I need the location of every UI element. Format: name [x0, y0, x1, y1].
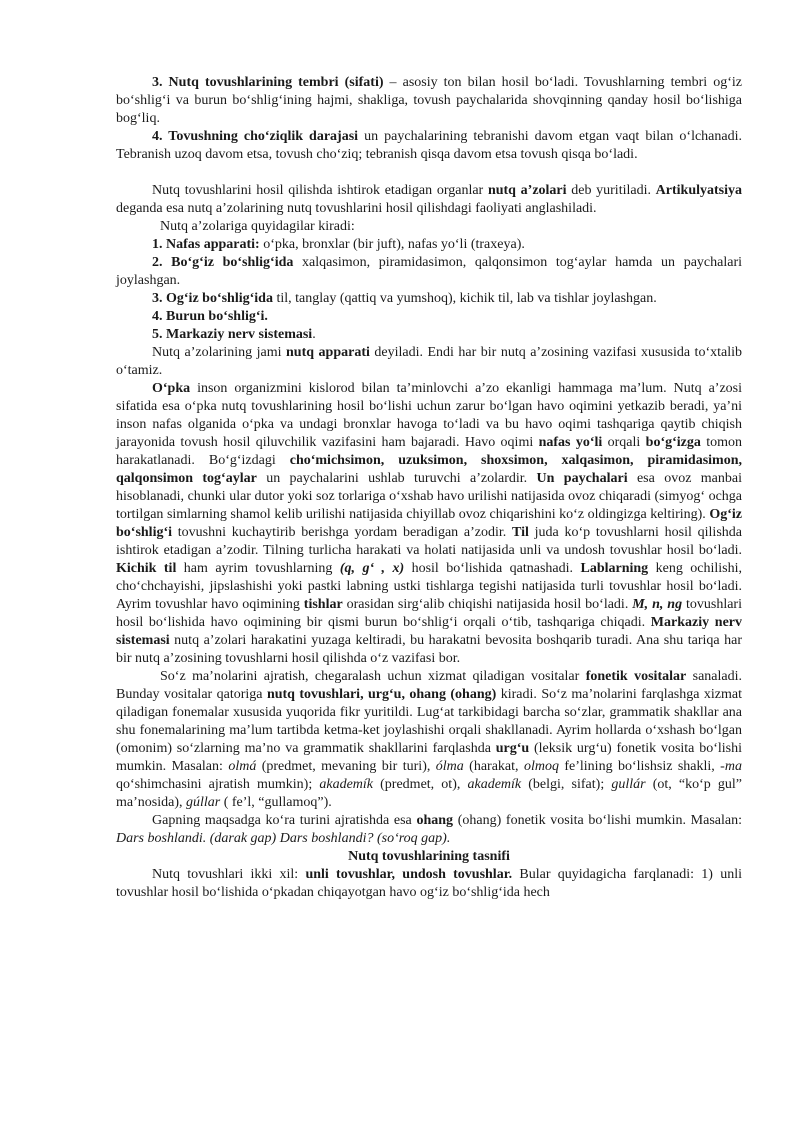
text: ( fe’l, “gullamoq”). [220, 795, 332, 810]
section-heading [116, 848, 742, 866]
list-item-2 [116, 254, 742, 290]
text: nutq a’zolari harakatini yuzaga keltiradi, bu harakatni bevosita boshqarib turadi. Ana shu tariqa har bir nutq a’zosining tovushlarni hosil qilishda o‘z vazifasi bor. [116, 633, 742, 666]
example: gúllar [185, 795, 221, 810]
list-item-3 [116, 290, 742, 308]
blank-line [116, 164, 742, 182]
example: ólma [435, 759, 464, 774]
text: un paychalarining tebranishi davom etgan vaqt bilan o‘lchanadi. Tebranish uzoq davom etsa, tovush cho‘ziq; tebranish qisqa davom etsa tovush qisqa bo‘ladi. [116, 129, 742, 162]
list-item-4 [116, 308, 742, 326]
text: deyiladi. Endi har bir nutq a’zosining vazifasi xususida to‘xtalib o‘tamiz. [116, 345, 742, 378]
text: deb yuritiladi. [566, 183, 656, 198]
text: (ot, “ko‘p gul” ma’nosida), [116, 777, 742, 810]
example: olmá [228, 759, 257, 774]
text: orqali [602, 435, 646, 450]
term: cho‘michsimon, uzuksimon, shoxsimon, xalqasimon, piramidasimon, qalqonsimon tog‘aylar [116, 453, 742, 486]
text: kiradi. So‘z ma’nolarini farqlashga xizmat qiladigan fonemalar xususida yuqorida fikr yuritildi. Lug‘at tarkibidagi barcha so‘zlar, grammatik shakllar ana shu fonemalarining ma’lum tartibda ketma-ket joylashishi orqali shakllanadi. Ayrim hollarda o‘xshash bo‘lgan (omonim) so‘zlarning ma’no va grammatik shakllarini farqlashda [116, 687, 742, 756]
text: . [312, 327, 316, 342]
text: keng ochilishi, cho‘chchayishi, jipslashishi yoki pastki labning ustki tishlarga tegishi natijasida turli tovushlar hosil bo‘ladi. Ayrim tovushlar havo oqimining [116, 561, 742, 612]
document-page [116, 74, 742, 902]
text: – asosiy ton bilan hosil bo‘ladi. Tovushlarning tembri og‘iz bo‘shlig‘i va burun bo‘shlig‘ining hajmi, shakliga, tovush paychalarida shovqinning qanday hosil bo‘lishiga bog‘liq. [116, 75, 742, 126]
text: Nutq tovushlari ikki xil: [152, 867, 306, 882]
text: o‘pka, bronxlar (bir juft), nafas yo‘li (traxeya). [259, 237, 525, 252]
term: urg‘u [495, 741, 530, 756]
example: ma [724, 759, 742, 774]
term: nutq tovushlari, urg‘u, ohang (ohang) [266, 687, 497, 702]
term: nafas yo‘li [538, 435, 603, 450]
term: ohang [416, 813, 454, 828]
text: (belgi, sifat); [521, 777, 612, 792]
text: xalqasimon, piramidasimon, qalqonsimon tog‘aylar hamda un paychalari joylashgan. [116, 255, 742, 288]
text: deganda esa nutq a’zolarining nutq tovushlarini hosil qilishdagi faoliyati anglashiladi. [116, 201, 597, 216]
text: tovushlari hosil bo‘lishida havo oqimining bir qismi burun bo‘shlig‘i orqali o‘tib, tashqariga chiqadi. [116, 597, 742, 630]
text: (predmet, mevaning bir turi), [256, 759, 436, 774]
example: Dars boshlandi. (darak gap) Dars boshlandi? (so‘roq gap). [116, 831, 451, 846]
paragraph-intonation [116, 812, 742, 848]
text: Nutq tovushlarini hosil qilishda ishtirok etadigan organlar [152, 183, 488, 198]
term: bo‘g‘izga [645, 435, 701, 450]
term: nutq apparati [286, 345, 370, 360]
text: tovushni kuchaytirib berishga yordam beradigan a’zodir. [172, 525, 513, 540]
term: 4. Burun bo‘shlig‘i. [152, 309, 268, 324]
example: gullár [611, 777, 646, 792]
paragraph-speech-organs [116, 182, 742, 218]
term: 2. Bo‘g‘iz bo‘shlig‘ida [152, 255, 294, 270]
text: qo‘shimchasini ajratish mumkin); [116, 777, 320, 792]
text: hosil bo‘lishida qatnashadi. [404, 561, 581, 576]
paragraph-duration [116, 128, 742, 164]
paragraph-organ-functions [116, 380, 742, 668]
paragraph-timbre [116, 74, 742, 128]
text: inson organizmini kislorod bilan ta’minlovchi a’zo ekanligi hammaga ma’lum. Nutq a’zosi sifatida esa o‘pka nutq tovushlarining hosil bo‘lishi uchun zarur bo‘lgan havo oqimini yetkazib beradi, ya’ni inson nafas olganida o‘pka va undagi bronxlar havoga to‘ladi va bu havo oqimi tashqariga qaytib chiqish jarayonida tovush hosil qiluvchilik vazifasini ham bajaradi. Havo oqimi [116, 381, 742, 450]
text: esa ovoz manbai hisoblanadi, chunki ular dutor yoki soz torlariga o‘xshab havo urilishi natijasida ovoz chiqaradi (simyog‘ ochga tortilgan simlarning shamol kelib urilishi natijasida chiyillab ovoz chiqarishini ko‘z oldingizga keltiring). [116, 471, 742, 522]
term: 3. Og‘iz bo‘shlig‘ida [152, 291, 273, 306]
text: tomon harakatlanadi. Bo‘g‘izdagi [116, 435, 743, 468]
text: juda ko‘p tovushlarni hosil qilishda ishtirok etadigan a’zodir. Tilning turlicha harakati va holati natijasida unli va undosh tovushlar hosil bo‘ladi. [116, 525, 742, 558]
term: Un paychalari [536, 471, 628, 486]
term: Og‘iz bo‘shlig‘i [116, 507, 742, 540]
term-timbre: 3. Nutq tovushlarining tembri (sifati) [152, 75, 384, 90]
example: akademík [319, 777, 374, 792]
term: Lablarning [580, 561, 649, 576]
text: ham ayrim tovushlarning [176, 561, 340, 576]
text: Nutq a’zolarining jami [152, 345, 287, 360]
term: Kichik til [116, 561, 177, 576]
term: 1. Nafas apparati: [152, 237, 260, 252]
paragraph-phonetic-means [116, 668, 742, 812]
text: Gapning maqsadga ko‘ra turini ajratishda esa [152, 813, 417, 828]
list-item-1 [116, 236, 742, 254]
term: O‘pka [152, 381, 191, 396]
text: Bular quyidagicha farqlanadi: 1) unli tovushlar hosil bo‘lishida o‘pkadan chiqayotgan havo og‘iz bo‘shlig‘ida hech [116, 867, 742, 900]
term: Markaziy nerv sistemasi [116, 615, 742, 648]
example: akademík [467, 777, 522, 792]
paragraph-classification [116, 866, 742, 902]
list-item-5 [116, 326, 742, 344]
paragraph-speech-apparatus [116, 344, 742, 380]
term: tishlar [303, 597, 343, 612]
term: 5. Markaziy nerv sistemasi [152, 327, 313, 342]
text: (harakat, [463, 759, 524, 774]
heading-text: Nutq tovushlarining tasnifi [348, 849, 510, 864]
text: fe’lining bo‘lishsiz shakli, - [558, 759, 725, 774]
term: unli tovushlar, undosh tovushlar. [305, 867, 513, 882]
paragraph-organs-intro: Nutq a’zolariga quyidagilar kiradi: [160, 219, 355, 234]
text: til, tanglay (qattiq va yumshoq), kichik til, lab va tishlar joylashgan. [272, 291, 657, 306]
term: (q, g‘ , x) [339, 561, 405, 576]
term: nutq a’zolari [487, 183, 567, 198]
text: (ohang) fonetik vosita bo‘lishi mumkin. Masalan: [453, 813, 742, 828]
text: sanaladi. Bunday vositalar qatoriga [116, 669, 743, 702]
term: Artikulyatsiya [655, 183, 743, 198]
text: (predmet, ot), [373, 777, 468, 792]
term: fonetik vositalar [585, 669, 687, 684]
text: So‘z ma’nolarini ajratish, chegaralash uchun xizmat qiladigan vositalar [160, 669, 586, 684]
term-duration: 4. Tovushning cho‘ziqlik darajasi [152, 129, 359, 144]
text: (leksik urg‘u) fonetik vosita bo‘lishi mumkin. Masalan: [116, 741, 742, 774]
term: M, n, ng [632, 597, 683, 612]
text: un paychalarini ushlab turuvchi a’zolardir. [256, 471, 537, 486]
text: orasidan sirg‘alib chiqishi natijasida hosil bo‘ladi. [342, 597, 633, 612]
example: olmoq [523, 759, 559, 774]
term: Til [512, 525, 529, 540]
